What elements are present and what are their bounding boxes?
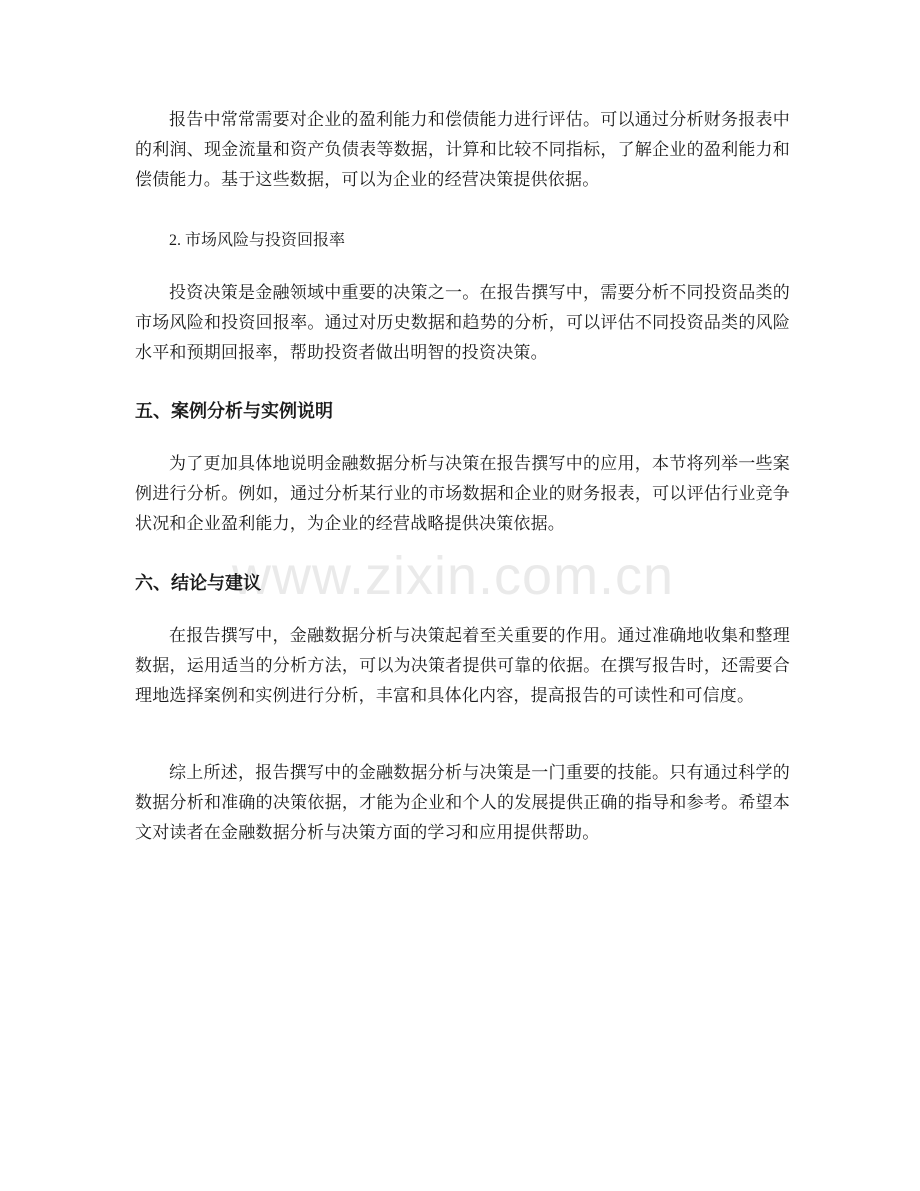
paragraph-investment: 投资决策是金融领域中重要的决策之一。在报告撰写中，需要分析不同投资品类的市场风险和投资回报率。通过对历史数据和趋势的分析，可以评估不同投资品类的风险水平和预期回报率，帮助投资者做出明智的投资决策。 xyxy=(135,283,790,363)
subheading-market-risk: 2. 市场风险与投资回报率 xyxy=(169,232,346,249)
paragraph-cases: 为了更加具体地说明金融数据分析与决策在报告撰写中的应用，本节将列举一些案例进行分析。例如，通过分析某行业的市场数据和企业的财务报表，可以评估行业竞争状况和企业盈利能力，为企业的经营战略提供决策依据。 xyxy=(135,454,790,534)
paragraph-conclusion: 在报告撰写中，金融数据分析与决策起着至关重要的作用。通过准确地收集和整理数据，运用适当的分析方法，可以为决策者提供可靠的依据。在撰写报告时，还需要合理地选择案例和实例进行分析，丰富和具体化内容，提高报告的可读性和可信度。 xyxy=(135,626,790,706)
section-heading-conclusion: 六、结论与建议 xyxy=(135,573,261,594)
paragraph-summary: 综上所述，报告撰写中的金融数据分析与决策是一门重要的技能。只有通过科学的数据分析和准确的决策依据，才能为企业和个人的发展提供正确的指导和参考。希望本文对读者在金融数据分析与决策方面的学习和应用提供帮助。 xyxy=(135,763,790,843)
section-heading-cases: 五、案例分析与实例说明 xyxy=(135,401,333,422)
paragraph-profitability: 报告中常常需要对企业的盈利能力和偿债能力进行评估。可以通过分析财务报表中的利润、现金流量和资产负债表等数据，计算和比较不同指标，了解企业的盈利能力和偿债能力。基于这些数据，可以为企业的经营决策提供依据。 xyxy=(135,110,790,190)
watermark: www.zixin.com.cn xyxy=(232,546,675,606)
